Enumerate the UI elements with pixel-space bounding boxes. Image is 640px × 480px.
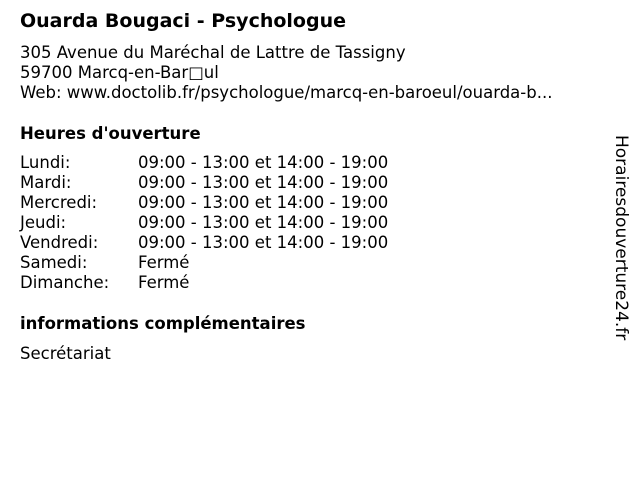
time-value: Fermé bbox=[138, 253, 190, 272]
time-value: 09:00 - 13:00 et 14:00 - 19:00 bbox=[138, 173, 389, 192]
time-value: Fermé bbox=[138, 273, 190, 292]
day-label: Mercredi: bbox=[20, 193, 98, 212]
time-value: 09:00 - 13:00 et 14:00 - 19:00 bbox=[138, 153, 389, 172]
day-label: Samedi: bbox=[20, 253, 88, 272]
time-value: 09:00 - 13:00 et 14:00 - 19:00 bbox=[138, 193, 389, 212]
day-label: Jeudi: bbox=[20, 213, 67, 232]
hours-heading: Heures d'ouverture bbox=[20, 124, 201, 143]
day-label: Dimanche: bbox=[20, 273, 110, 292]
time-value: 09:00 - 13:00 et 14:00 - 19:00 bbox=[138, 233, 389, 252]
info-text: Secrétariat bbox=[20, 344, 111, 363]
day-label: Lundi: bbox=[20, 153, 71, 172]
address-city: 59700 Marcq-en-Bar□ul bbox=[20, 63, 219, 82]
page-title: Ouarda Bougaci - Psychologue bbox=[20, 10, 346, 32]
day-label: Mardi: bbox=[20, 173, 72, 192]
day-label: Vendredi: bbox=[20, 233, 99, 252]
address-block bbox=[20, 43, 552, 103]
time-value: 09:00 - 13:00 et 14:00 - 19:00 bbox=[138, 213, 389, 232]
site-watermark-label: Horairesdouverture24.fr bbox=[611, 135, 631, 341]
info-heading: informations complémentaires bbox=[20, 314, 306, 333]
website-line[interactable]: Web: www.doctolib.fr/psychologue/marcq-en-baroeul/ouarda-b... bbox=[20, 83, 553, 102]
address-street: 305 Avenue du Maréchal de Lattre de Tassigny bbox=[20, 43, 406, 62]
